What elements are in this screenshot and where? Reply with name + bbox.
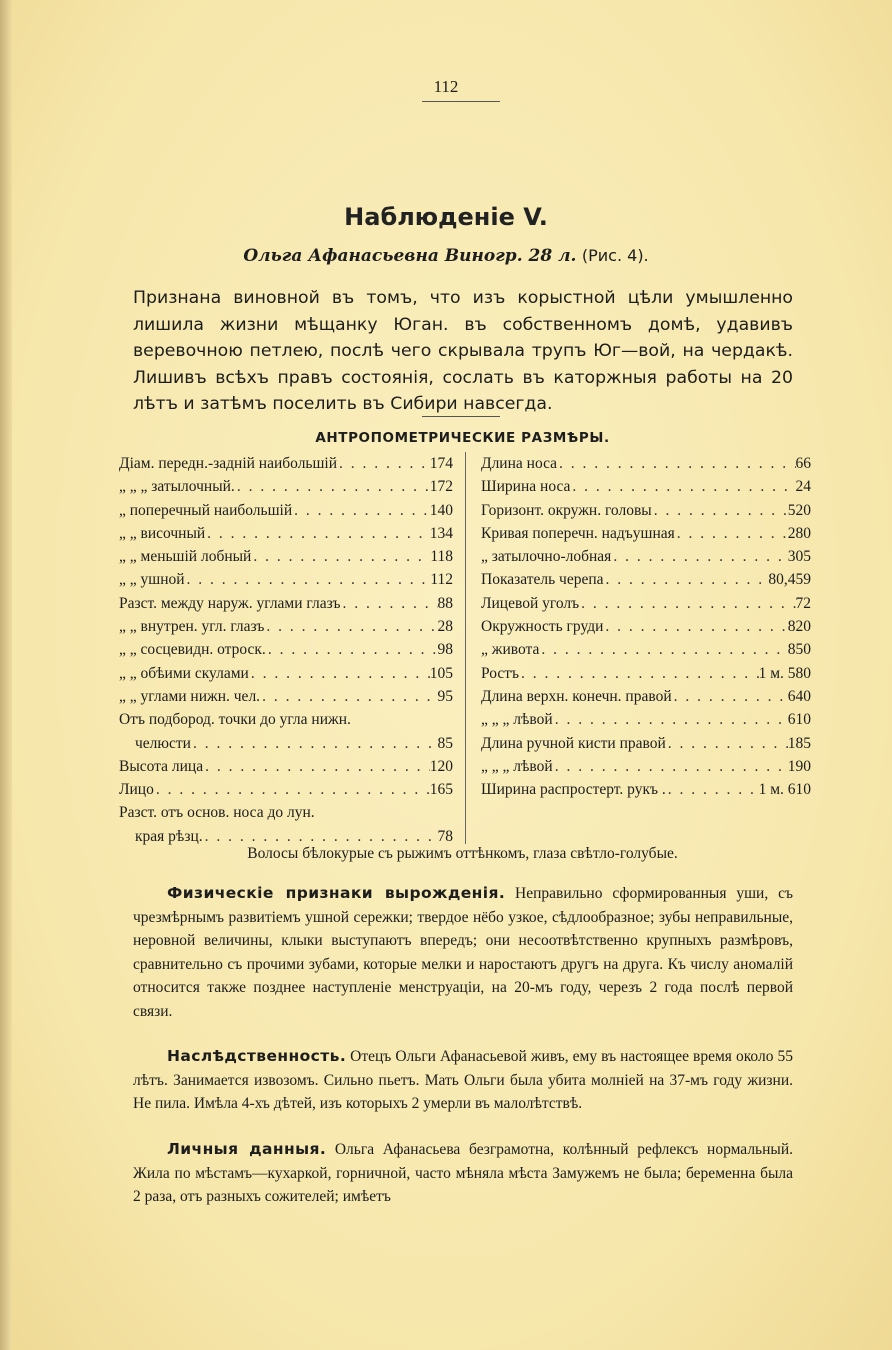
leader-dots bbox=[340, 592, 437, 615]
measurement-label: Длина ручной кисти правой bbox=[481, 734, 666, 752]
measurement-row bbox=[119, 568, 453, 591]
paragraph-heredity bbox=[133, 1045, 793, 1116]
measurement-value: 24 bbox=[795, 478, 811, 496]
measurement-value: 88 bbox=[437, 594, 453, 612]
measurement-row bbox=[481, 638, 811, 661]
leader-dots bbox=[292, 499, 430, 522]
measurement-label: „ „ „ лѣвой bbox=[481, 757, 553, 775]
measurement-value: 85 bbox=[437, 734, 453, 752]
leader-dots bbox=[604, 568, 769, 591]
measurement-row bbox=[119, 801, 453, 824]
measurement-row bbox=[481, 522, 811, 545]
page-number: 112 bbox=[433, 77, 459, 96]
measurement-value: 174 bbox=[429, 455, 453, 472]
measurement-row bbox=[119, 475, 453, 498]
measurement-label: „ „ ушной bbox=[119, 571, 185, 589]
paragraph-lead: Наслѣдственность. bbox=[167, 1047, 347, 1065]
leader-dots bbox=[260, 685, 437, 708]
measurement-row bbox=[481, 545, 811, 568]
measurement-label: „ „ „ лѣвой bbox=[481, 711, 553, 729]
section-rule bbox=[422, 416, 500, 417]
paragraph-lead: Физическіе признаки вырожденія. bbox=[167, 884, 506, 902]
measurement-value: 72 bbox=[795, 594, 811, 612]
measurement-value: 98 bbox=[437, 641, 453, 659]
verdict-paragraph: Признана виновной въ томъ, что изъ корыстной цѣли умышленно лишила жизни мѣщанку Юган. въ собственномъ домѣ, удавивъ веревочною петлею, послѣ чего скрывала трупъ Юг—вой, на чердакѣ. Лишивъ всѣхъ правъ состоянія, сослать въ каторжныя работы на 20 лѣтъ и затѣмъ поселить въ Сибири навсегда. bbox=[133, 288, 793, 414]
measurement-row bbox=[481, 708, 811, 731]
leader-dots bbox=[154, 778, 430, 801]
leader-dots bbox=[185, 568, 431, 591]
measurement-label: Кривая поперечн. надъушная bbox=[481, 524, 675, 542]
leader-dots bbox=[191, 732, 438, 755]
paragraph-personal-data bbox=[133, 1138, 793, 1209]
leader-dots bbox=[251, 545, 430, 568]
measurement-row bbox=[119, 499, 453, 522]
measurement-label: Длина носа bbox=[481, 455, 558, 472]
measurement-label: Горизонт. окружн. головы bbox=[481, 501, 652, 519]
measurement-value: 850 bbox=[787, 641, 811, 659]
measurement-row bbox=[481, 499, 811, 522]
measurement-row bbox=[119, 662, 453, 685]
measurement-label: „ „ сосцевидн. отроск. bbox=[119, 641, 266, 659]
measurement-row bbox=[481, 685, 811, 708]
measurement-value: 120 bbox=[429, 757, 453, 775]
measurement-row bbox=[119, 592, 453, 615]
measurement-value: 105 bbox=[429, 664, 453, 682]
hair-eye-note: Волосы бѣлокурые съ рыжимъ оттѣнкомъ, глаза свѣтло-голубые. bbox=[247, 845, 678, 862]
leader-dots bbox=[519, 662, 759, 685]
leader-dots bbox=[235, 475, 430, 498]
measurement-label: Разст. отъ основ. носа до лун. bbox=[119, 804, 315, 822]
leader-dots bbox=[666, 732, 788, 755]
measurement-label: Разст. между наруж. углами глазъ bbox=[119, 594, 341, 612]
measurement-value: 305 bbox=[787, 548, 811, 566]
measurement-label: „ затылочно-лобная bbox=[481, 548, 612, 566]
measurement-value: 640 bbox=[787, 687, 811, 705]
measurement-label: Лицо bbox=[119, 781, 154, 799]
measurement-label: „ „ меньшій лобный bbox=[119, 548, 252, 566]
leader-dots bbox=[337, 452, 430, 475]
measurement-label: Діам. передн.-задній наибольшій bbox=[119, 455, 338, 472]
measurement-label: „ живота bbox=[481, 641, 540, 659]
measurement-row bbox=[481, 755, 811, 778]
measurement-value: 80,459 bbox=[768, 571, 811, 589]
measurement-value: 28 bbox=[437, 618, 453, 636]
measurement-value: 1 м. 610 bbox=[758, 781, 811, 799]
measurement-label: „ „ внутрен. угл. глазъ bbox=[119, 618, 265, 636]
paragraph-text: Отецъ Ольги Афанасьевой живъ, ему въ настоящее время около 55 лѣтъ. Занимается извозомъ. Сильно пьетъ. Мать Ольги была убита молніей на 37-мъ году жизни. Не пила. Имѣла 4-хъ дѣтей, изъ которыхъ 2 умерли въ малолѣтствѣ. bbox=[133, 1048, 793, 1112]
leader-dots bbox=[553, 708, 788, 731]
measurement-value: 165 bbox=[429, 781, 453, 799]
leader-dots bbox=[672, 685, 788, 708]
measurements-right-column bbox=[481, 452, 811, 801]
measurement-value: 185 bbox=[787, 734, 811, 752]
paragraph-lead: Личныя данныя. bbox=[167, 1140, 327, 1158]
measurement-label: челюсти bbox=[135, 734, 191, 752]
measurement-value: 610 bbox=[787, 711, 811, 729]
observation-title: Наблюденіе V. bbox=[344, 203, 548, 231]
measurement-value: 112 bbox=[430, 571, 453, 589]
measurement-row bbox=[481, 452, 811, 475]
measurement-row bbox=[481, 732, 811, 755]
leader-dots bbox=[266, 638, 438, 661]
measurement-label: „ „ височный bbox=[119, 524, 206, 542]
leader-dots bbox=[249, 662, 430, 685]
leader-dots bbox=[203, 755, 430, 778]
leader-dots bbox=[652, 499, 788, 522]
measurement-value: 95 bbox=[437, 687, 453, 705]
measurement-row bbox=[119, 732, 453, 755]
leader-dots bbox=[264, 615, 437, 638]
measurement-value: 78 bbox=[437, 827, 453, 845]
measurement-label: Ширина носа bbox=[481, 478, 571, 496]
measurement-value: 134 bbox=[429, 524, 453, 542]
measurement-value: 66 bbox=[795, 455, 811, 472]
measurement-label: Высота лица bbox=[119, 757, 204, 775]
leader-dots bbox=[553, 755, 788, 778]
measurement-row bbox=[119, 522, 453, 545]
measurement-row bbox=[481, 615, 811, 638]
measurement-row bbox=[481, 778, 811, 801]
measurement-label: Ширина распростерт. рукъ . bbox=[481, 781, 666, 799]
subject-line bbox=[0, 246, 892, 266]
measurement-row bbox=[481, 475, 811, 498]
measurement-row bbox=[119, 615, 453, 638]
leader-dots bbox=[557, 452, 795, 475]
paragraph-degeneration bbox=[133, 882, 793, 1023]
measurement-row bbox=[119, 452, 453, 475]
leader-dots bbox=[666, 778, 759, 801]
measurement-label: „ „ обѣими скулами bbox=[119, 664, 249, 682]
measurement-label: „ поперечный наибольшій bbox=[119, 501, 293, 519]
measurement-value: 190 bbox=[787, 757, 811, 775]
measurement-row bbox=[119, 685, 453, 708]
page-number-rule bbox=[422, 101, 500, 102]
measurement-label: края рѣзц. bbox=[135, 827, 203, 845]
measurement-value: 280 bbox=[787, 524, 811, 542]
paragraph-text: Ольга Афанасьева безграмотна, колѣнный рефлексъ нормальный. Жила по мѣстамъ—кухаркой, горничной, часто мѣняла мѣста Замужемъ не была; беременна была 2 раза, отъ разныхъ сожителей; имѣетъ bbox=[133, 1141, 793, 1205]
measurements-left-column bbox=[119, 452, 453, 848]
measurement-label: Отъ подбород. точки до угла нижн. bbox=[119, 711, 351, 729]
subject-name: Ольга Афанасьевна Виногр. 28 л. bbox=[243, 246, 577, 266]
measurement-label: „ „ „ затылочный. bbox=[119, 478, 235, 496]
leader-dots bbox=[579, 592, 795, 615]
measurement-value: 140 bbox=[429, 501, 453, 519]
leader-dots bbox=[539, 638, 787, 661]
measurement-label: Лицевой уголъ bbox=[481, 594, 580, 612]
measurement-label: Длина верхн. конечн. правой bbox=[481, 687, 672, 705]
measurement-value: 820 bbox=[787, 618, 811, 636]
measurement-value: 520 bbox=[787, 501, 811, 519]
measurement-row bbox=[481, 592, 811, 615]
measurement-label: Ростъ bbox=[481, 664, 520, 682]
leader-dots bbox=[675, 522, 788, 545]
leader-dots bbox=[205, 522, 430, 545]
measurement-row bbox=[119, 778, 453, 801]
figure-reference: (Рис. 4). bbox=[581, 246, 649, 265]
leader-dots bbox=[570, 475, 795, 498]
column-divider bbox=[465, 452, 466, 844]
measurement-row bbox=[119, 708, 453, 731]
measurement-label: „ „ углами нижн. чел. bbox=[119, 687, 261, 705]
leader-dots bbox=[611, 545, 787, 568]
measurement-value: 118 bbox=[430, 548, 453, 566]
measurement-row bbox=[481, 568, 811, 591]
measurement-row bbox=[119, 545, 453, 568]
paragraph-text: Неправильно сформированныя уши, съ чрезмѣрнымъ развитіемъ ушной сережки; твердое нёбо узкое, сѣдлообразное; зубы неправильные, неровной величины, клыки выступаютъ впередъ; они несоотвѣтственно крупныхъ размѣровъ, сравнительно съ прочими зубами, которые мелки и наростаютъ другъ на друга. Къ числу аномалій относится также позднее наступленіе менструаціи, на 20-мъ году, черезъ 2 года послѣ первой связи. bbox=[133, 885, 793, 1020]
leader-dots bbox=[603, 615, 787, 638]
measurement-value: 172 bbox=[429, 478, 453, 496]
measurement-row bbox=[481, 662, 811, 685]
measurement-label: Окружность груди bbox=[481, 618, 604, 636]
measurement-label: Показатель черепа bbox=[481, 571, 604, 589]
measurements-heading: АНТРОПОМЕТРИЧЕСКИЕ РАЗМѢРЫ. bbox=[315, 430, 610, 446]
measurement-row bbox=[119, 638, 453, 661]
measurement-value: 1 м. 580 bbox=[758, 664, 811, 682]
measurement-row bbox=[119, 755, 453, 778]
